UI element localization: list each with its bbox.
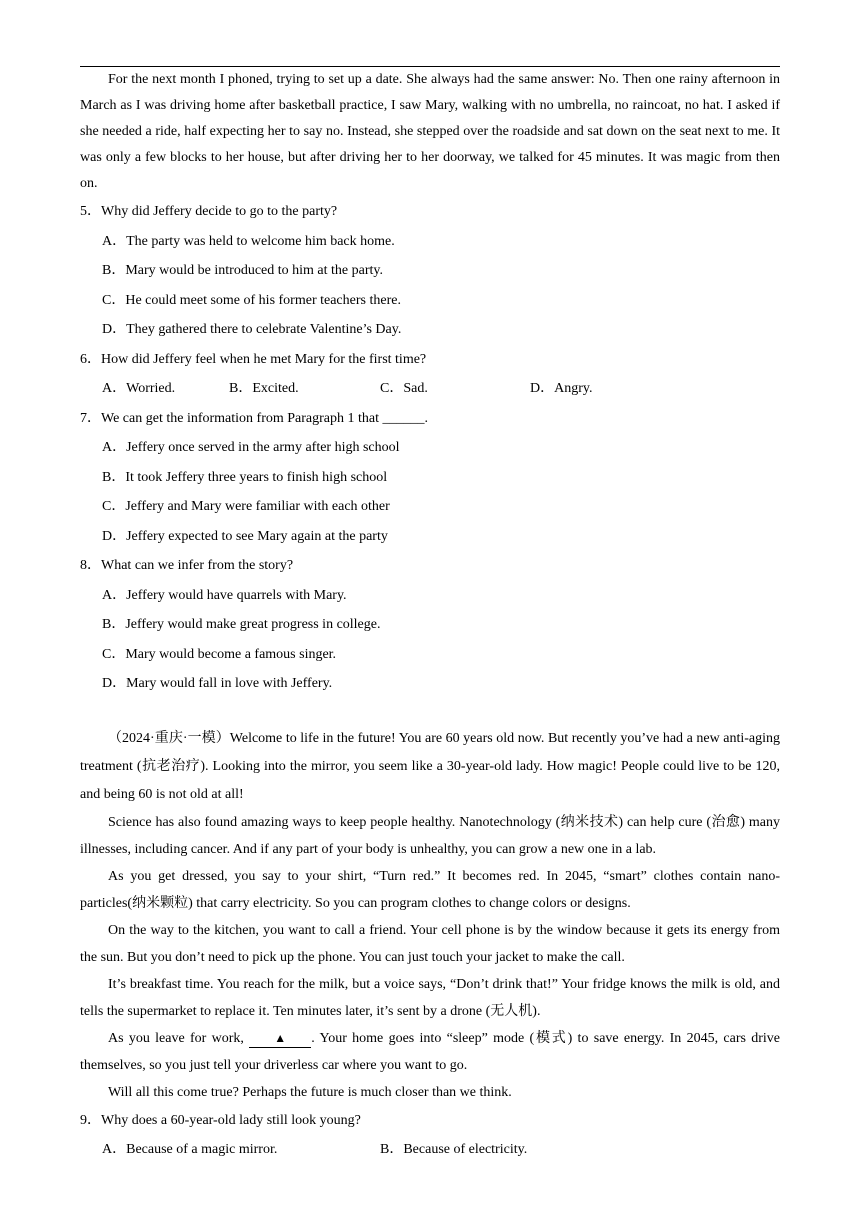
question-stem: 7．We can get the information from Paragraph 1 that ______.: [80, 410, 428, 426]
option-a: A．The party was held to welcome him back home.: [102, 233, 395, 249]
question-stem: 9．Why does a 60-year-old lady still look young?: [80, 1112, 361, 1128]
option-c: C．Mary would become a famous singer.: [102, 646, 337, 662]
option-b: B．Excited.: [229, 381, 299, 396]
option-b: B．Because of electricity.: [380, 1142, 528, 1157]
option-c: C．Jeffery and Mary were familiar with each other: [102, 499, 390, 514]
paragraph-text: As you leave for work,: [108, 1030, 244, 1046]
passage-paragraph: As you get dressed, you say to your shirt, “Turn red.” It becomes red. In 2045, “smart” clothes contain nano-particles(纳米颗粒) that carry electricity. So you can program clothes to change colors or designs.: [80, 868, 780, 911]
question-6: [80, 345, 780, 404]
option-d: D．Jeffery expected to see Mary again at the party: [102, 528, 388, 544]
question-stem: 6．How did Jeffery feel when he met Mary for the first time?: [80, 351, 427, 367]
option-c: C．Sad.: [380, 381, 428, 396]
option-d: D．Angry.: [530, 381, 593, 396]
options-row: [80, 1135, 780, 1165]
question-9: [80, 1106, 780, 1165]
document-page: [80, 66, 780, 1165]
option-b: B．Mary would be introduced to him at the party.: [102, 263, 383, 278]
passage-paragraph: On the way to the kitchen, you want to call a friend. Your cell phone is by the window because it gets its energy from the sun. But you don’t need to pick up the phone. You can just touch your jacket to make the call.: [80, 922, 780, 965]
passage-paragraph: Will all this come true? Perhaps the future is much closer than we think.: [108, 1084, 512, 1100]
question-stem: 8．What can we infer from the story?: [80, 558, 294, 573]
passage-paragraph: Science has also found amazing ways to keep people healthy. Nanotechnology (纳米技术) can help cure (治愈) many illnesses, including cancer. And if any part of your body is unhealthy, you can grow a new one in a lab.: [80, 814, 780, 857]
option-a: A．Jeffery once served in the army after high school: [102, 440, 400, 455]
option-a: A．Because of a magic mirror.: [102, 1142, 278, 1157]
passage-paragraph: [80, 1025, 780, 1079]
question-8: [80, 551, 780, 699]
option-b: B．It took Jeffery three years to finish high school: [102, 469, 388, 485]
passage-paragraph: （2024·重庆·一模）Welcome to life in the future! You are 60 years old now. But recently you’ve had a new anti-aging treatment (抗老治疗). Looking into the mirror, you seem like a 30-year-old lady. How magic! People could live to be 120, and being 60 is not old at all!: [80, 730, 780, 802]
passage-paragraph: It’s breakfast time. You reach for the milk, but a voice says, “Don’t drink that!” Your fridge knows the milk is old, and tells the supermarket to replace it. Ten minutes later, it’s sent by a drone (无人机).: [80, 976, 780, 1019]
question-7: [80, 404, 780, 552]
option-c: C．He could meet some of his former teachers there.: [102, 292, 401, 308]
options-row: [80, 374, 780, 404]
passage-paragraph: For the next month I phoned, trying to set up a date. She always had the same answer: No. Then one rainy afternoon in March as I was driving home after basketball practice, I saw Mary, walking with no umbrella, no raincoat, no hat. I asked if she needed a ride, half expecting her to say no. Instead, she stepped over the roadside and sat down on the seat next to me. It was only a few blocks to her house, but after driving her to her doorway, we talked for 45 minutes. It was magic from then on.: [80, 72, 780, 191]
option-d: D．They gathered there to celebrate Valentine’s Day.: [102, 322, 402, 337]
question-5: [80, 197, 780, 345]
option-b: B．Jeffery would make great progress in college.: [102, 617, 381, 632]
option-d: D．Mary would fall in love with Jeffery.: [102, 676, 333, 691]
paragraph-text: . Your home goes into “sleep” mode (模式) to save energy. In 2045, cars drive themselves, so you just tell your driverless car where you want to go.: [80, 1030, 781, 1073]
option-a: A．Worried.: [102, 381, 176, 396]
question-stem: 5．Why did Jeffery decide to go to the party?: [80, 204, 338, 219]
answer-blank: [249, 1030, 311, 1048]
option-a: A．Jeffery would have quarrels with Mary.: [102, 587, 347, 603]
triangle-icon: ▲: [274, 1030, 287, 1045]
passage-2: [80, 725, 780, 1106]
section-gap: [80, 699, 780, 725]
